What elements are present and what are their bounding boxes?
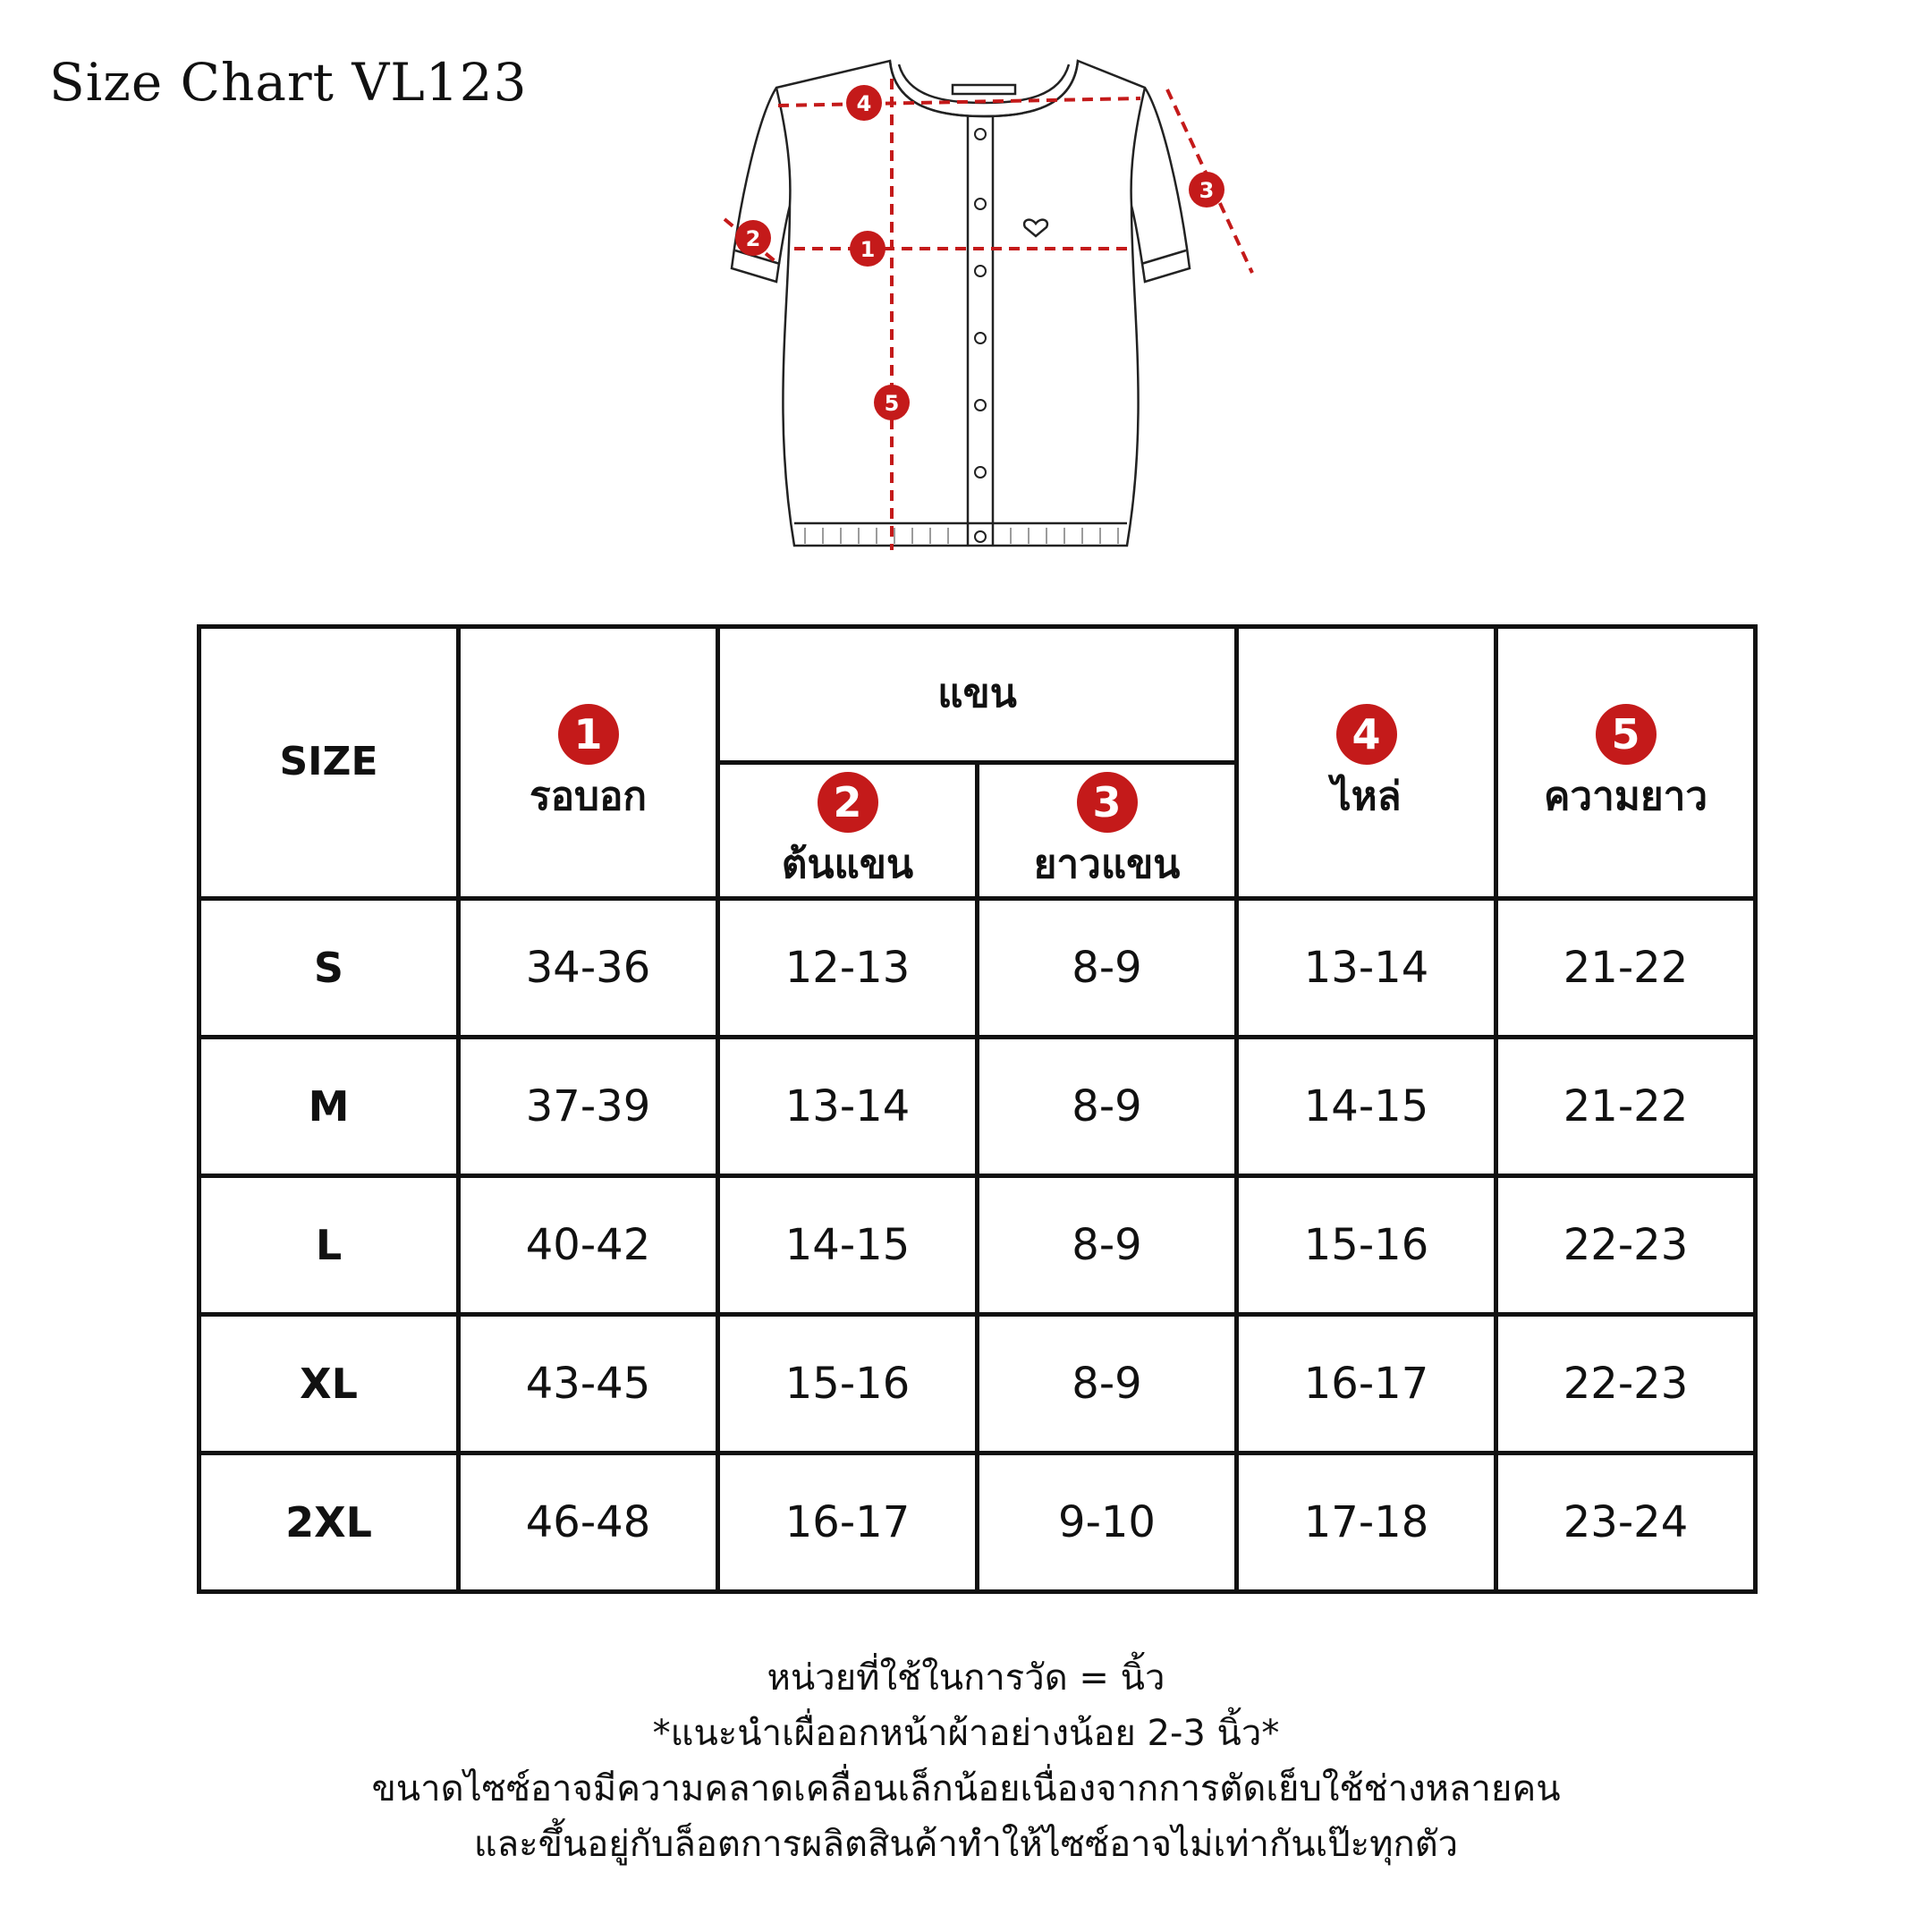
size-header: SIZE — [199, 627, 459, 899]
chest-header — [459, 627, 718, 899]
chest-cell: 37-39 — [459, 1038, 718, 1176]
chest-cell: 40-42 — [459, 1176, 718, 1315]
length-cell: 21-22 — [1496, 899, 1756, 1038]
shoulder-label: ไหล่ — [1331, 774, 1402, 820]
tolerance-note: ขนาดไซซ์อาจมีความคลาดเคลื่อนเล็กน้อยเนื่องจากการตัดเย็บใช้ช่างหลายคน — [371, 1768, 1561, 1809]
sleeve-length-cell: 8-9 — [978, 899, 1237, 1038]
table-header-row — [199, 627, 1756, 763]
marker-5-label: 5 — [884, 391, 900, 416]
size-cell: M — [199, 1038, 459, 1176]
upper-arm-label: ต้นแขน — [781, 842, 914, 888]
cardigan-measurement-diagram — [680, 36, 1288, 608]
table-row — [199, 1453, 1756, 1592]
upper-arm-cell: 15-16 — [718, 1315, 978, 1453]
length-label: ความยาว — [1543, 774, 1708, 820]
marker-2-label: 2 — [745, 226, 761, 251]
table-row — [199, 1315, 1756, 1453]
size-notes — [0, 1650, 1932, 1872]
shoulder-cell: 13-14 — [1237, 899, 1496, 1038]
sleeve-length-label: ยาวแขน — [1033, 842, 1181, 888]
chest-label: รอบอก — [529, 774, 648, 820]
length-badge: 5 — [1596, 704, 1657, 765]
sleeve-group-header: แขน — [718, 627, 1237, 763]
garment-outline — [732, 61, 1190, 546]
table-row — [199, 1038, 1756, 1176]
shoulder-cell: 17-18 — [1237, 1453, 1496, 1592]
size-cell: 2XL — [199, 1453, 459, 1592]
batch-note: และขึ้นอยู่กับล็อตการผลิตสินค้าทำให้ไซซ์อาจไม่เท่ากันเป๊ะทุกตัว — [473, 1824, 1459, 1865]
chest-cell: 43-45 — [459, 1315, 718, 1453]
allowance-note: *แนะนำเผื่ออกหน้าผ้าอย่างน้อย 2-3 นิ้ว* — [652, 1713, 1280, 1754]
sleeve-length-cell: 8-9 — [978, 1176, 1237, 1315]
sleeve-length-cell: 8-9 — [978, 1038, 1237, 1176]
shoulder-header — [1237, 627, 1496, 899]
table-row — [199, 899, 1756, 1038]
sleeve-length-badge: 3 — [1077, 772, 1138, 833]
upper-arm-header — [718, 763, 978, 899]
length-cell: 22-23 — [1496, 1315, 1756, 1453]
shoulder-cell: 16-17 — [1237, 1315, 1496, 1453]
marker-4-label: 4 — [856, 91, 872, 116]
chest-badge: 1 — [558, 704, 619, 765]
sleeve-length-header — [978, 763, 1237, 899]
page-title: Size Chart VL123 — [49, 52, 528, 113]
size-table — [197, 624, 1758, 1594]
size-cell: XL — [199, 1315, 459, 1453]
length-cell: 22-23 — [1496, 1176, 1756, 1315]
shoulder-cell: 14-15 — [1237, 1038, 1496, 1176]
chest-cell: 34-36 — [459, 899, 718, 1038]
shoulder-cell: 15-16 — [1237, 1176, 1496, 1315]
size-cell: L — [199, 1176, 459, 1315]
marker-1-label: 1 — [860, 237, 876, 262]
shoulder-measure-line — [778, 98, 1140, 106]
sleeve-length-cell: 9-10 — [978, 1453, 1237, 1592]
shoulder-badge: 4 — [1336, 704, 1397, 765]
upper-arm-cell: 14-15 — [718, 1176, 978, 1315]
table-row — [199, 1176, 1756, 1315]
upper-arm-cell: 12-13 — [718, 899, 978, 1038]
unit-note: หน่วยที่ใช้ในการวัด = นิ้ว — [767, 1657, 1165, 1699]
length-cell: 21-22 — [1496, 1038, 1756, 1176]
sleeve-length-cell: 8-9 — [978, 1315, 1237, 1453]
marker-3-label: 3 — [1199, 178, 1215, 203]
size-cell: S — [199, 899, 459, 1038]
length-header — [1496, 627, 1756, 899]
chest-cell: 46-48 — [459, 1453, 718, 1592]
upper-arm-badge: 2 — [818, 772, 878, 833]
length-cell: 23-24 — [1496, 1453, 1756, 1592]
upper-arm-cell: 13-14 — [718, 1038, 978, 1176]
upper-arm-cell: 16-17 — [718, 1453, 978, 1592]
